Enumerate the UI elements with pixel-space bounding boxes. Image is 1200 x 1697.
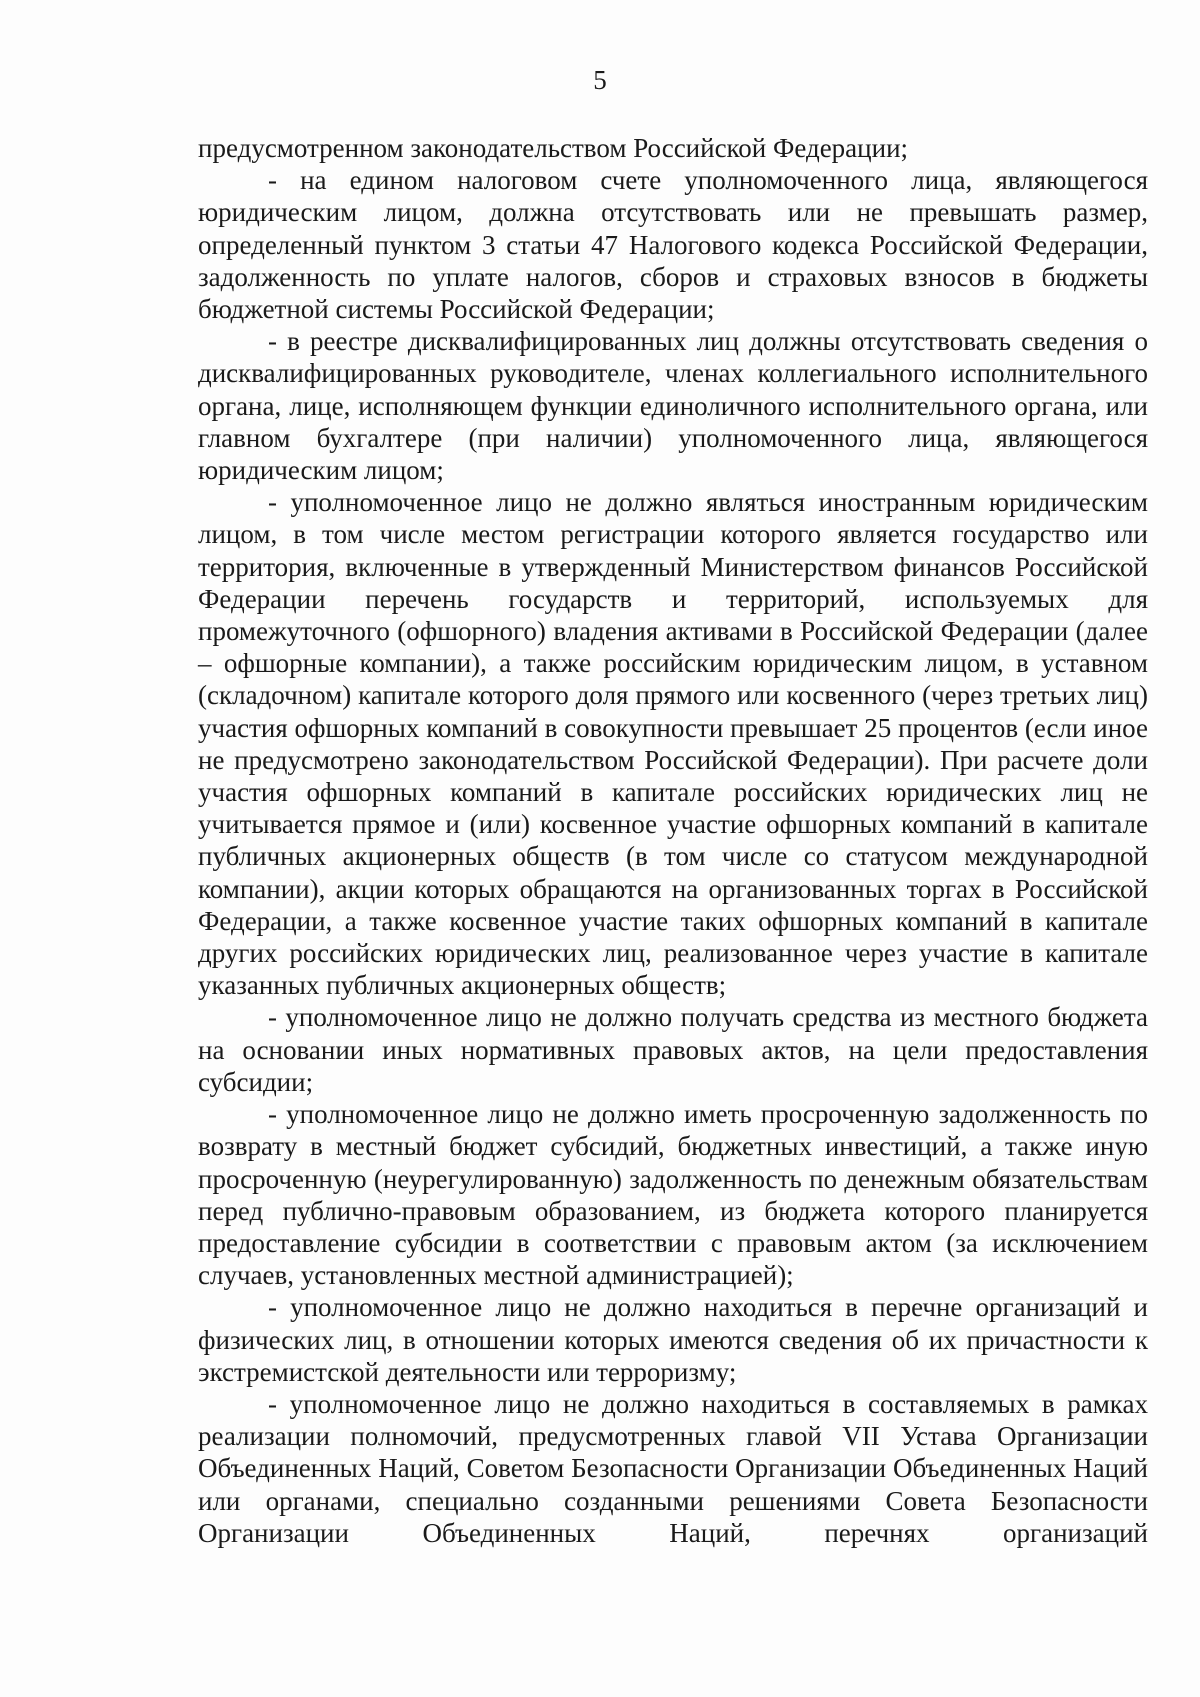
paragraph-tax-debt: - на едином налоговом счете уполномоченного лица, являющегося юридическим лицом, должна отсутствовать или не превышать размер, определенный пунктом 3 статьи 47 Налогового кодекса Российской Федерации, задолженность по уплате налогов, сборов и страховых взносов в бюджеты бюджетной системы Российской Федерации; (198, 165, 1148, 325)
paragraph-offshore-companies: - уполномоченное лицо не должно являться иностранным юридическим лицом, в том числе местом регистрации которого является государство или территория, включенные в утвержденный Министерством финансов Российской Федерации перечень государств и территорий, используемых для промежуточного (офшорного) владения активами в Российской Федерации (далее – офшорные компании), а также российским юридическим лицом, в уставном (складочном) капитале которого доля прямого или косвенного (через третьих лиц) участия офшорных компаний в совокупности превышает 25 процентов (если иное не предусмотрено законодательством Российской Федерации). При расчете доли участия офшорных компаний в капитале российских юридических лиц не учитывается прямое и (или) косвенное участие офшорных компаний в капитале публичных акционерных обществ (в том числе со статусом международной компании), акции которых обращаются на организованных торгах в Российской Федерации, а также косвенное участие таких офшорных компаний в капитале других российских юридических лиц, реализованное через участие в капитале указанных публичных акционерных обществ; (198, 487, 1148, 1001)
paragraph-extremism-list: - уполномоченное лицо не должно находиться в перечне организаций и физических лиц, в отношении которых имеются сведения об их причастности к экстремистской деятельности или терроризму; (198, 1292, 1148, 1387)
paragraph-un-sanctions: - уполномоченное лицо не должно находиться в составляемых в рамках реализации полномочий, предусмотренных главой VII Устава Организации Объединенных Наций, Советом Безопасности Организации Объединенных Наций или органами, специально созданными решениями Совета Безопасности Организации Объединенных Наций, перечнях организаций (198, 1388, 1148, 1548)
paragraph-continuation: предусмотренном законодательством Российской Федерации; (198, 133, 909, 163)
paragraph-local-budget-funds: - уполномоченное лицо не должно получать средства из местного бюджета на основании иных нормативных правовых актов, на цели предоставления субсидии; (198, 1002, 1148, 1097)
page-number: 5 (593, 65, 607, 95)
paragraph-overdue-debt: - уполномоченное лицо не должно иметь просроченную задолженность по возврату в местный бюджет субсидий, бюджетных инвестиций, а также иную просроченную (неурегулированную) задолженность по денежным обязательствам перед публично-правовым образованием, из бюджета которого планируется предоставление субсидии в соответствии с правовым актом (за исключением случаев, установленных местной администрацией); (198, 1099, 1148, 1291)
paragraph-disqualified-persons: - в реестре дисквалифицированных лиц должны отсутствовать сведения о дисквалифицированных руководителе, членах коллегиального исполнительного органа, лице, исполняющем функции единоличного исполнительного органа, или главном бухгалтере (при наличии) уполномоченного лица, являющегося юридическим лицом; (198, 326, 1148, 486)
document-body (198, 132, 1148, 1549)
